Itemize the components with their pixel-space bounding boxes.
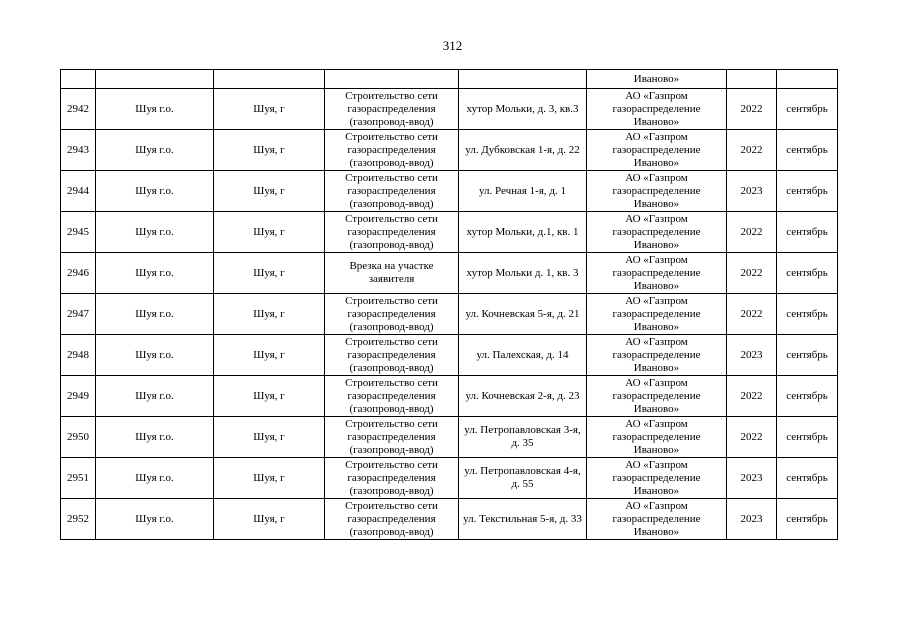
cell-year: 2022: [727, 253, 777, 294]
cell-month: сентябрь: [777, 376, 838, 417]
cell-address: ул. Дубковская 1-я, д. 22: [459, 130, 587, 171]
cell-year: 2022: [727, 294, 777, 335]
cell-address: ул. Речная 1-я, д. 1: [459, 171, 587, 212]
cell-work: Строительство сети газораспределения (газопровод-ввод): [325, 294, 459, 335]
cell-address: ул. Кочневская 5-я, д. 21: [459, 294, 587, 335]
cell-district: Шуя г.о.: [96, 417, 214, 458]
cell-org: АО «Газпром газораспределение Иваново»: [587, 89, 727, 130]
cell-address: хутор Мольки, д. 3, кв.3: [459, 89, 587, 130]
cell-month: сентябрь: [777, 212, 838, 253]
cell-work: Строительство сети газораспределения (газопровод-ввод): [325, 171, 459, 212]
cell-num: 2951: [61, 458, 96, 499]
cell-work: Врезка на участке заявителя: [325, 253, 459, 294]
continuation-row: [61, 70, 838, 89]
cell-settlement: Шуя, г: [214, 130, 325, 171]
table-row: [61, 253, 838, 294]
cell-settlement: Шуя, г: [214, 417, 325, 458]
cell-district: Шуя г.о.: [96, 376, 214, 417]
cell-num: 2943: [61, 130, 96, 171]
cell-org: АО «Газпром газораспределение Иваново»: [587, 335, 727, 376]
cell-work: [325, 70, 459, 89]
cell-org: АО «Газпром газораспределение Иваново»: [587, 376, 727, 417]
cell-month: сентябрь: [777, 499, 838, 540]
cell-num: 2945: [61, 212, 96, 253]
cell-num: 2944: [61, 171, 96, 212]
cell-org: Иваново»: [587, 70, 727, 89]
page-number: 312: [442, 38, 463, 53]
cell-year: 2022: [727, 376, 777, 417]
cell-month: сентябрь: [777, 253, 838, 294]
table-row: [61, 499, 838, 540]
cell-district: Шуя г.о.: [96, 212, 214, 253]
table-row: [61, 417, 838, 458]
cell-year: 2022: [727, 212, 777, 253]
cell-org: АО «Газпром газораспределение Иваново»: [587, 417, 727, 458]
cell-org: АО «Газпром газораспределение Иваново»: [587, 212, 727, 253]
cell-month: сентябрь: [777, 89, 838, 130]
cell-address: [459, 70, 587, 89]
cell-address: ул. Текстильная 5-я, д. 33: [459, 499, 587, 540]
cell-settlement: Шуя, г: [214, 294, 325, 335]
cell-month: сентябрь: [777, 458, 838, 499]
cell-work: Строительство сети газораспределения (газопровод-ввод): [325, 458, 459, 499]
cell-district: Шуя г.о.: [96, 130, 214, 171]
cell-settlement: Шуя, г: [214, 458, 325, 499]
cell-org: АО «Газпром газораспределение Иваново»: [587, 130, 727, 171]
table-row: [61, 335, 838, 376]
cell-num: 2948: [61, 335, 96, 376]
cell-num: 2950: [61, 417, 96, 458]
table-row: [61, 458, 838, 499]
cell-year: 2022: [727, 89, 777, 130]
cell-year: [727, 70, 777, 89]
cell-district: Шуя г.о.: [96, 89, 214, 130]
cell-month: сентябрь: [777, 294, 838, 335]
cell-work: Строительство сети газораспределения (газопровод-ввод): [325, 499, 459, 540]
cell-num: 2942: [61, 89, 96, 130]
cell-address: ул. Петропавловская 4-я, д. 55: [459, 458, 587, 499]
cell-work: Строительство сети газораспределения (газопровод-ввод): [325, 335, 459, 376]
cell-district: Шуя г.о.: [96, 253, 214, 294]
cell-settlement: Шуя, г: [214, 171, 325, 212]
cell-year: 2022: [727, 130, 777, 171]
cell-year: 2023: [727, 458, 777, 499]
cell-work: Строительство сети газораспределения (газопровод-ввод): [325, 130, 459, 171]
cell-settlement: Шуя, г: [214, 253, 325, 294]
gasification-schedule-table: [60, 69, 838, 540]
cell-settlement: Шуя, г: [214, 376, 325, 417]
cell-num: 2946: [61, 253, 96, 294]
table-row: [61, 212, 838, 253]
cell-address: хутор Мольки д. 1, кв. 3: [459, 253, 587, 294]
cell-district: Шуя г.о.: [96, 458, 214, 499]
cell-month: сентябрь: [777, 171, 838, 212]
table-row: [61, 89, 838, 130]
table-row: [61, 294, 838, 335]
cell-settlement: Шуя, г: [214, 335, 325, 376]
cell-org: АО «Газпром газораспределение Иваново»: [587, 499, 727, 540]
cell-settlement: Шуя, г: [214, 212, 325, 253]
cell-district: Шуя г.о.: [96, 335, 214, 376]
cell-work: Строительство сети газораспределения (газопровод-ввод): [325, 89, 459, 130]
cell-year: 2023: [727, 171, 777, 212]
table-row: [61, 130, 838, 171]
cell-address: ул. Петропавловская 3-я, д. 35: [459, 417, 587, 458]
cell-address: ул. Палехская, д. 14: [459, 335, 587, 376]
cell-org: АО «Газпром газораспределение Иваново»: [587, 458, 727, 499]
cell-org: АО «Газпром газораспределение Иваново»: [587, 294, 727, 335]
cell-district: Шуя г.о.: [96, 499, 214, 540]
cell-month: [777, 70, 838, 89]
table-row: [61, 376, 838, 417]
cell-month: сентябрь: [777, 335, 838, 376]
cell-num: 2947: [61, 294, 96, 335]
cell-num: 2952: [61, 499, 96, 540]
cell-district: [96, 70, 214, 89]
cell-district: Шуя г.о.: [96, 294, 214, 335]
cell-settlement: Шуя, г: [214, 89, 325, 130]
cell-month: сентябрь: [777, 417, 838, 458]
cell-work: Строительство сети газораспределения (газопровод-ввод): [325, 212, 459, 253]
cell-year: 2022: [727, 417, 777, 458]
cell-settlement: Шуя, г: [214, 499, 325, 540]
cell-month: сентябрь: [777, 130, 838, 171]
cell-year: 2023: [727, 335, 777, 376]
cell-year: 2023: [727, 499, 777, 540]
cell-address: хутор Мольки, д.1, кв. 1: [459, 212, 587, 253]
cell-district: Шуя г.о.: [96, 171, 214, 212]
cell-org: АО «Газпром газораспределение Иваново»: [587, 171, 727, 212]
cell-work: Строительство сети газораспределения (газопровод-ввод): [325, 376, 459, 417]
cell-num: 2949: [61, 376, 96, 417]
cell-work: Строительство сети газораспределения (газопровод-ввод): [325, 417, 459, 458]
cell-settlement: [214, 70, 325, 89]
table-row: [61, 171, 838, 212]
cell-address: ул. Кочневская 2-я, д. 23: [459, 376, 587, 417]
cell-num: [61, 70, 96, 89]
cell-org: АО «Газпром газораспределение Иваново»: [587, 253, 727, 294]
